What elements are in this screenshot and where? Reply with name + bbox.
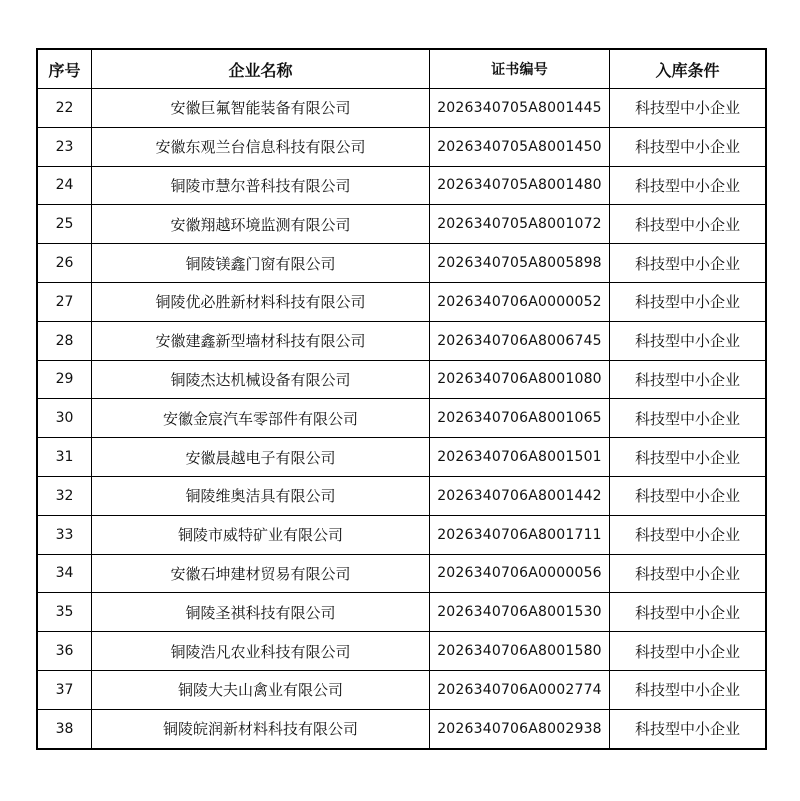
table-row xyxy=(37,554,766,593)
serial-number-cell: 32 xyxy=(37,476,92,515)
table-row xyxy=(37,127,766,166)
serial-number-cell: 28 xyxy=(37,321,92,360)
company-name-cell: 安徽金宸汽车零部件有限公司 xyxy=(92,399,430,438)
table-row xyxy=(37,399,766,438)
admission-condition-cell: 科技型中小企业 xyxy=(610,360,767,399)
company-name-cell: 铜陵浩凡农业科技有限公司 xyxy=(92,632,430,671)
certificate-number-cell: 2026340705A8001480 xyxy=(430,166,610,205)
serial-number-cell: 36 xyxy=(37,632,92,671)
certificate-number-cell: 2026340706A8001080 xyxy=(430,360,610,399)
company-name-cell: 铜陵市慧尔普科技有限公司 xyxy=(92,166,430,205)
company-name-cell: 安徽晨越电子有限公司 xyxy=(92,438,430,477)
admission-condition-cell: 科技型中小企业 xyxy=(610,166,767,205)
company-name-cell: 铜陵大夫山禽业有限公司 xyxy=(92,670,430,709)
company-name-cell: 铜陵优必胜新材料科技有限公司 xyxy=(92,282,430,321)
certificate-number-cell: 2026340706A8006745 xyxy=(430,321,610,360)
enterprise-table xyxy=(36,48,767,750)
table-row xyxy=(37,244,766,283)
company-name-cell: 安徽建鑫新型墙材科技有限公司 xyxy=(92,321,430,360)
company-name-cell: 铜陵维奥洁具有限公司 xyxy=(92,476,430,515)
serial-number-cell: 34 xyxy=(37,554,92,593)
table-row xyxy=(37,360,766,399)
certificate-number-cell: 2026340706A0000056 xyxy=(430,554,610,593)
header-certificate-number: 证书编号 xyxy=(430,49,610,89)
table-row xyxy=(37,282,766,321)
company-name-cell: 铜陵皖润新材料科技有限公司 xyxy=(92,709,430,748)
serial-number-cell: 29 xyxy=(37,360,92,399)
company-name-cell: 铜陵市威特矿业有限公司 xyxy=(92,515,430,554)
admission-condition-cell: 科技型中小企业 xyxy=(610,438,767,477)
serial-number-cell: 25 xyxy=(37,205,92,244)
table-row xyxy=(37,709,766,748)
certificate-number-cell: 2026340706A8001711 xyxy=(430,515,610,554)
certificate-number-cell: 2026340705A8001450 xyxy=(430,127,610,166)
company-name-cell: 铜陵镁鑫门窗有限公司 xyxy=(92,244,430,283)
certificate-number-cell: 2026340706A8001530 xyxy=(430,593,610,632)
admission-condition-cell: 科技型中小企业 xyxy=(610,282,767,321)
admission-condition-cell: 科技型中小企业 xyxy=(610,127,767,166)
serial-number-cell: 27 xyxy=(37,282,92,321)
table-row xyxy=(37,438,766,477)
certificate-number-cell: 2026340705A8005898 xyxy=(430,244,610,283)
serial-number-cell: 24 xyxy=(37,166,92,205)
admission-condition-cell: 科技型中小企业 xyxy=(610,670,767,709)
table-row xyxy=(37,670,766,709)
certificate-number-cell: 2026340706A8001501 xyxy=(430,438,610,477)
certificate-number-cell: 2026340706A8001065 xyxy=(430,399,610,438)
table-body xyxy=(37,89,766,749)
enterprise-list-sheet xyxy=(36,48,767,750)
admission-condition-cell: 科技型中小企业 xyxy=(610,321,767,360)
admission-condition-cell: 科技型中小企业 xyxy=(610,244,767,283)
admission-condition-cell: 科技型中小企业 xyxy=(610,89,767,128)
header-row xyxy=(37,49,766,89)
table-row xyxy=(37,515,766,554)
company-name-cell: 安徽石坤建材贸易有限公司 xyxy=(92,554,430,593)
serial-number-cell: 33 xyxy=(37,515,92,554)
admission-condition-cell: 科技型中小企业 xyxy=(610,399,767,438)
admission-condition-cell: 科技型中小企业 xyxy=(610,632,767,671)
serial-number-cell: 26 xyxy=(37,244,92,283)
admission-condition-cell: 科技型中小企业 xyxy=(610,709,767,748)
table-row xyxy=(37,476,766,515)
table-row xyxy=(37,205,766,244)
certificate-number-cell: 2026340705A8001445 xyxy=(430,89,610,128)
certificate-number-cell: 2026340706A8001442 xyxy=(430,476,610,515)
header-serial-number: 序号 xyxy=(37,49,92,89)
certificate-number-cell: 2026340705A8001072 xyxy=(430,205,610,244)
company-name-cell: 铜陵杰达机械设备有限公司 xyxy=(92,360,430,399)
table-row xyxy=(37,321,766,360)
company-name-cell: 铜陵圣祺科技有限公司 xyxy=(92,593,430,632)
serial-number-cell: 38 xyxy=(37,709,92,748)
serial-number-cell: 37 xyxy=(37,670,92,709)
company-name-cell: 安徽翔越环境监测有限公司 xyxy=(92,205,430,244)
company-name-cell: 安徽东观兰台信息科技有限公司 xyxy=(92,127,430,166)
header-company-name: 企业名称 xyxy=(92,49,430,89)
table-row xyxy=(37,166,766,205)
header-admission-condition: 入库条件 xyxy=(610,49,767,89)
table-row xyxy=(37,632,766,671)
admission-condition-cell: 科技型中小企业 xyxy=(610,593,767,632)
serial-number-cell: 31 xyxy=(37,438,92,477)
admission-condition-cell: 科技型中小企业 xyxy=(610,205,767,244)
table-row xyxy=(37,89,766,128)
serial-number-cell: 30 xyxy=(37,399,92,438)
certificate-number-cell: 2026340706A8002938 xyxy=(430,709,610,748)
company-name-cell: 安徽巨氟智能装备有限公司 xyxy=(92,89,430,128)
certificate-number-cell: 2026340706A0002774 xyxy=(430,670,610,709)
admission-condition-cell: 科技型中小企业 xyxy=(610,515,767,554)
certificate-number-cell: 2026340706A8001580 xyxy=(430,632,610,671)
certificate-number-cell: 2026340706A0000052 xyxy=(430,282,610,321)
serial-number-cell: 23 xyxy=(37,127,92,166)
serial-number-cell: 35 xyxy=(37,593,92,632)
serial-number-cell: 22 xyxy=(37,89,92,128)
table-row xyxy=(37,593,766,632)
admission-condition-cell: 科技型中小企业 xyxy=(610,476,767,515)
admission-condition-cell: 科技型中小企业 xyxy=(610,554,767,593)
